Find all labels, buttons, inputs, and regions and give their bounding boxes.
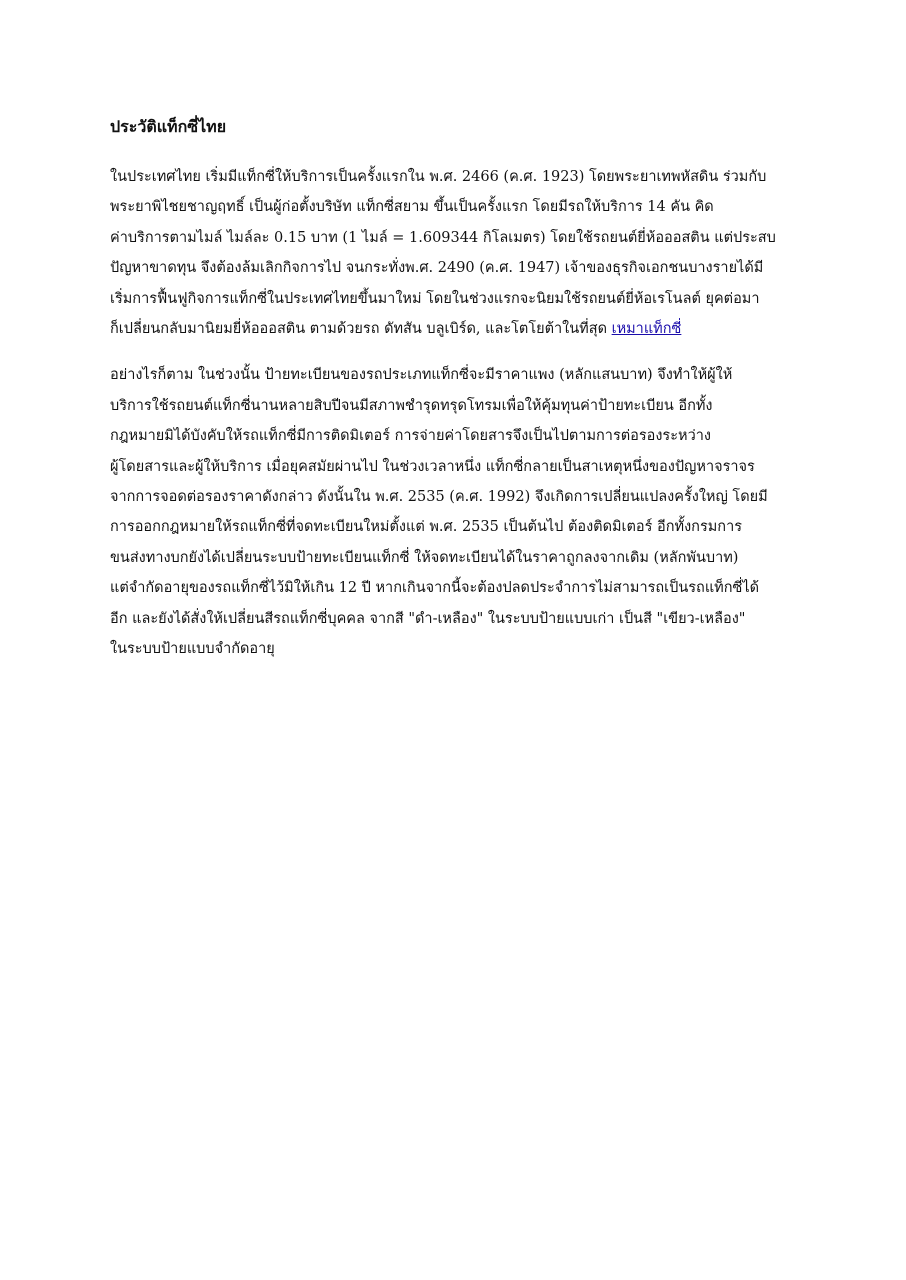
paragraph-line: บริการใช้รถยนต์แท็กซี่นานหลายสิบปีจนมีสภาพชำรุดทรุดโทรมเพื่อให้คุ้มทุนค่าป้ายทะเบียน อีกทั้ง — [110, 397, 713, 414]
paragraph-line: อย่างไรก็ตาม ในช่วงนั้น ป้ายทะเบียนของรถประเภทแท็กซี่จะมีราคาแพง (หลักแสนบาท) จึงทำให้ผู้ให้ — [110, 367, 733, 384]
paragraph-line-text: ก็เปลี่ยนกลับมานิยมยี่ห้อออสติน ตามด้วยรถ ดัทสัน บลูเบิร์ด, และโตโยต้าในที่สุด — [110, 321, 612, 338]
paragraph-line: อีก และยังได้สั่งให้เปลี่ยนสีรถแท็กซี่บุคคล จากสี "ดำ-เหลือง" ในระบบป้ายแบบเก่า เป็นสี "เขียว-เหลือง" — [110, 610, 746, 627]
paragraph-line: ในประเทศไทย เริ่มมีแท็กซี่ให้บริการเป็นครั้งแรกใน พ.ศ. 2466 (ค.ศ. 1923) โดยพระยาเทพหัสดิน ร่วมกับ — [110, 169, 767, 185]
paragraph-line: การออกกฎหมายให้รถแท็กซี่ที่จดทะเบียนใหม่ตั้งแต่ พ.ศ. 2535 เป็นต้นไป ต้องติดมิเตอร์ อีกทั้งกรมการ — [110, 519, 742, 536]
paragraph-line: ผู้โดยสารและผู้ให้บริการ เมื่อยุคสมัยผ่านไป ในช่วงเวลาหนึ่ง แท็กซี่กลายเป็นสาเหตุหนึ่งของปัญหาจราจร — [110, 458, 755, 475]
taxi-hire-link[interactable]: เหมาแท็กซี่ — [611, 321, 682, 338]
paragraph-line: ปัญหาขาดทุน จึงต้องล้มเลิกกิจการไป จนกระทั่งพ.ศ. 2490 (ค.ศ. 1947) เจ้าของธุรกิจเอกชนบางรายได้มี — [110, 260, 764, 277]
paragraph-line: เริ่มการฟื้นฟูกิจการแท็กซี่ในประเทศไทยขึ้นมาใหม่ โดยในช่วงแรกจะนิยมใช้รถยนต์ยี่ห้อเรโนลต์ ยุคต่อมา — [110, 290, 760, 307]
paragraph-line: จากการจอดต่อรองราคาดังกล่าว ดังนั้นใน พ.ศ. 2535 (ค.ศ. 1992) จึงเกิดการเปลี่ยนแปลงครั้งใหญ่ โดยมี — [110, 489, 768, 506]
paragraph-line: กฎหมายมิได้บังคับให้รถแท็กซี่มีการติดมิเตอร์ การจ่ายค่าโดยสารจึงเป็นไปตามการต่อรองระหว่าง — [110, 428, 711, 445]
paragraph-regulation — [110, 360, 800, 664]
paragraph-history — [110, 162, 800, 344]
paragraph-line: ในระบบป้ายแบบจำกัดอายุ — [110, 641, 275, 658]
paragraph-line: ขนส่งทางบกยังได้เปลี่ยนระบบป้ายทะเบียนแท็กซี่ ให้จดทะเบียนได้ในราคาถูกลงจากเดิม (หลักพันบาท) — [110, 549, 739, 566]
paragraph-line: ค่าบริการตามไมล์ ไมล์ละ 0.15 บาท (1 ไมล์ = 1.609344 กิโลเมตร) โดยใช้รถยนต์ยี่ห้อออสติน แต่ประสบ — [110, 229, 776, 246]
paragraph-line: พระยาพิไชยชาญฤทธิ์ เป็นผู้ก่อตั้งบริษัท แท็กซี่สยาม ขึ้นเป็นครั้งแรก โดยมีรถให้บริการ 14 คัน คิด — [110, 199, 714, 216]
paragraph-line-last — [110, 314, 800, 344]
paragraph-line: แต่จำกัดอายุของรถแท็กซี่ไว้มิให้เกิน 12 ปี หากเกินจากนี้จะต้องปลดประจำการไม่สามารถเป็นรถแท็กซี่ได้ — [110, 580, 760, 597]
document-page — [110, 112, 800, 665]
document-title: ประวัติแท็กซี่ไทย — [110, 117, 227, 136]
